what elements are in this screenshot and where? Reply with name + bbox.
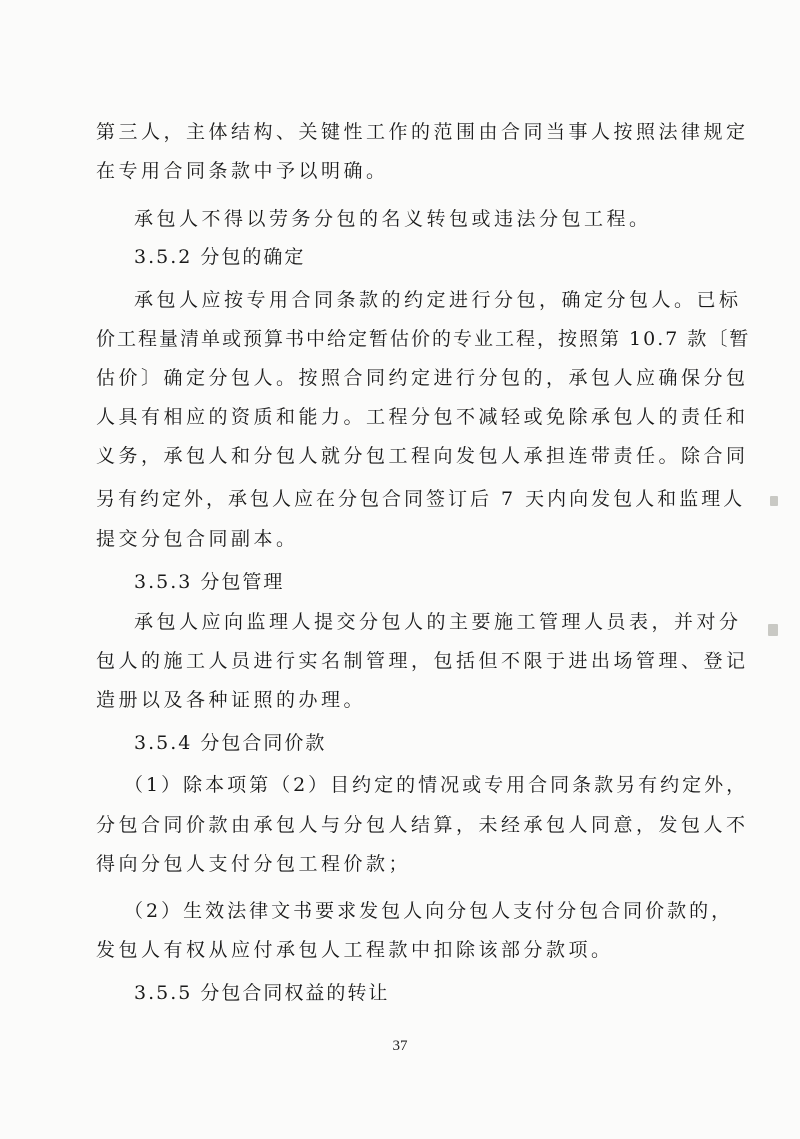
text-line: 义务，承包人和分包人就分包工程向发包人承担连带责任。除合同: [96, 445, 749, 467]
text-line: 价工程量清单或预算书中给定暂估价的专业工程，按照第 10.7 款〔暂: [96, 328, 751, 350]
text-line: 提交分包合同副本。: [96, 528, 299, 550]
section-heading: 3.5.2 分包的确定: [134, 246, 306, 268]
text-line: 分包合同价款由承包人与分包人结算，未经承包人同意，发包人不: [96, 814, 749, 836]
page-number: 37: [392, 1038, 408, 1054]
text-line: 承包人应按专用合同条款的约定进行分包，确定分包人。已标: [134, 289, 742, 311]
scan-speck: [770, 496, 778, 506]
text-line: 包人的施工人员进行实名制管理，包括但不限于进出场管理、登记: [96, 650, 749, 672]
section-heading: 3.5.3 分包管理: [134, 571, 285, 593]
text-line: 第三人，主体结构、关键性工作的范围由合同当事人按照法律规定: [96, 121, 749, 143]
text-line: 发包人有权从应付承包人工程款中扣除该部分款项。: [96, 939, 614, 961]
text-line: 得向分包人支付分包工程价款；: [96, 853, 412, 875]
text-line: 承包人应向监理人提交分包人的主要施工管理人员表，并对分: [134, 611, 742, 633]
section-heading: 3.5.5 分包合同权益的转让: [134, 982, 390, 1004]
scan-speck: [768, 624, 778, 636]
text-line: 另有约定外，承包人应在分包合同签订后 7 天内向发包人和监理人: [96, 488, 746, 510]
section-heading: 3.5.4 分包合同价款: [134, 732, 327, 754]
text-line: 人具有相应的资质和能力。工程分包不减轻或免除承包人的责任和: [96, 406, 749, 428]
text-line: 估价〕确定分包人。按照合同约定进行分包的，承包人应确保分包: [96, 367, 749, 389]
text-line: 承包人不得以劳务分包的名义转包或违法分包工程。: [134, 208, 652, 230]
text-line: （1）除本项第（2）目约定的情况或专用合同条款另有约定外，: [124, 774, 749, 796]
text-line: （2）生效法律文书要求发包人向分包人支付分包合同价款的，: [124, 900, 734, 922]
text-line: 造册以及各种证照的办理。: [96, 689, 367, 711]
text-line: 在专用合同条款中予以明确。: [96, 160, 389, 182]
